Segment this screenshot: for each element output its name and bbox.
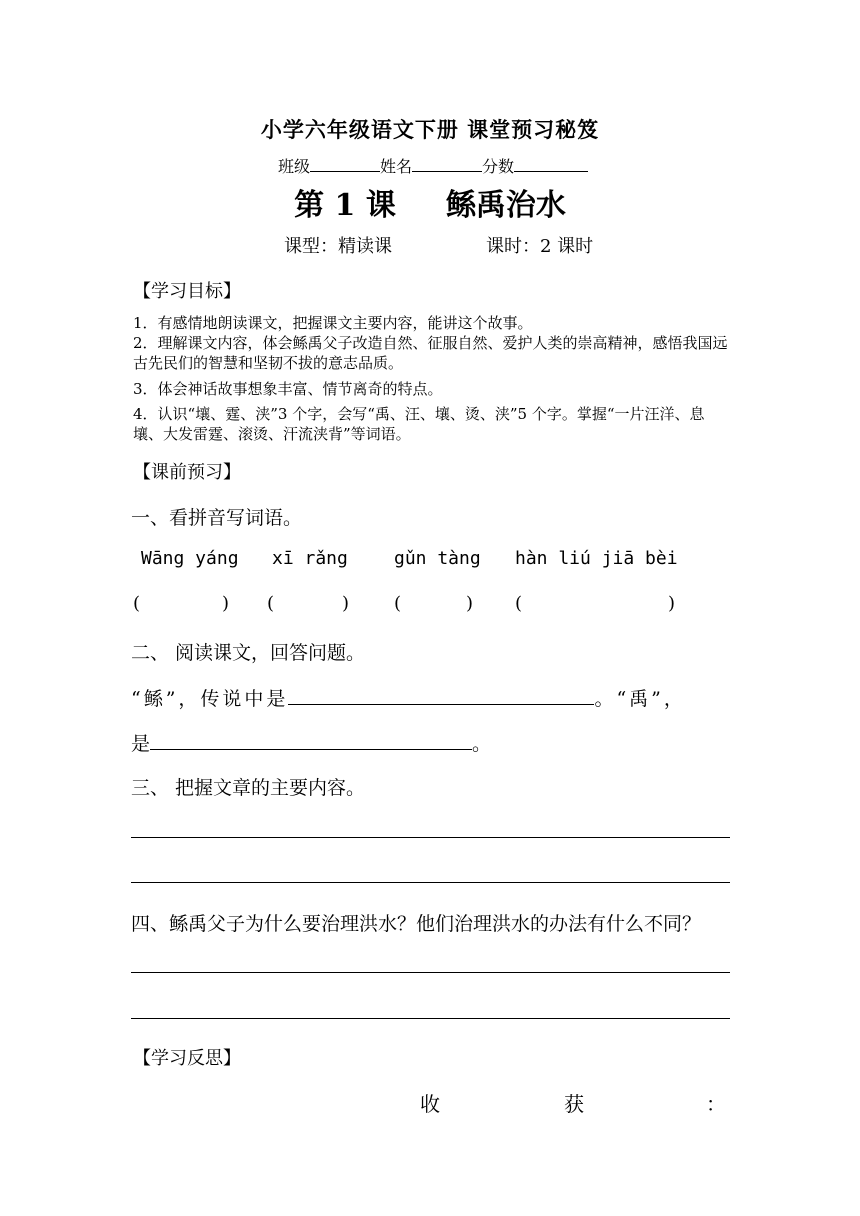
lesson-type: 课型：精读课 [284,236,392,257]
question-2-label: 二、 阅读课文，回答问题。 [131,642,366,664]
score-field[interactable] [514,157,588,172]
question-1-label: 一、看拼音写词语。 [131,507,303,529]
harvest-char: 获 [564,1092,584,1116]
class-label: 班级 [278,157,311,176]
question-3-label: 三、 把握文章的主要内容。 [131,777,366,799]
harvest-colon: ： [706,1092,726,1116]
pinyin-item: gǔn tàng [394,548,481,569]
answer-paren-close: ) [222,593,230,614]
lesson-name: 鲧禹治水 [445,188,566,223]
question-2-line-1 [131,684,686,711]
pinyin-item: Wāng yáng [141,548,239,569]
answer-line[interactable] [131,972,730,973]
answer-paren-open: ( [515,593,523,614]
answer-line[interactable] [131,837,730,838]
q2-answer-blank-1[interactable] [288,686,594,705]
lesson-heading [0,180,860,224]
answer-paren-open: ( [267,593,275,614]
objective-item: 2．理解课文内容，体会鲧禹父子改造自然、征服自然、爱护人类的崇高精神，感悟我国远古先民们的智慧和坚韧不拔的意志品质。 [133,334,728,372]
pinyin-item: xī rǎng [272,548,348,569]
class-field[interactable] [310,157,380,172]
reflection-heading: 【学习反思】 [133,1048,241,1069]
question-4-label: 四、鲧禹父子为什么要治理洪水？他们治理洪水的办法有什么不同？ [131,913,702,935]
question-2-line-2 [131,729,491,756]
student-info-line [278,154,588,177]
preview-heading: 【课前预习】 [133,462,241,483]
answer-paren-close: ) [466,593,474,614]
q2-text-a: “鲧”，传说中是 [131,688,289,710]
harvest-char: 收 [420,1092,440,1116]
answer-line[interactable] [131,882,730,883]
objectives-heading: 【学习目标】 [133,281,241,302]
lesson-hours: 课时：2 课时 [486,236,594,257]
name-field[interactable] [412,157,482,172]
pinyin-item: hàn liú jiā bèi [515,548,678,569]
answer-paren-close: ) [342,593,350,614]
answer-paren-open: ( [133,593,141,614]
q2-text-d: 。 [472,733,492,755]
answer-paren-close: ) [668,593,676,614]
objective-item: 1．有感情地朗读课文，把握课文主要内容，能讲这个故事。 [133,314,533,332]
page-title: 小学六年级语文下册 课堂预习秘笈 [260,117,600,142]
q2-answer-blank-2[interactable] [150,731,472,750]
q2-text-b: 。“禹”， [594,688,686,710]
objective-item: 4．认识“壤、霆、浃”3 个字，会写“禹、汪、壤、烫、浃”5 个字。掌握“一片汪洋、息壤、大发雷霆、滚烫、汗流浃背”等词语。 [133,405,705,443]
answer-paren-open: ( [394,593,402,614]
answer-line[interactable] [131,1018,730,1019]
objective-item: 3．体会神话故事想象丰富、情节离奇的特点。 [133,380,443,398]
q2-text-c: 是 [131,733,151,755]
name-label: 姓名 [380,157,413,176]
lesson-number: 第 1 课 [294,188,396,223]
score-label: 分数 [482,157,515,176]
